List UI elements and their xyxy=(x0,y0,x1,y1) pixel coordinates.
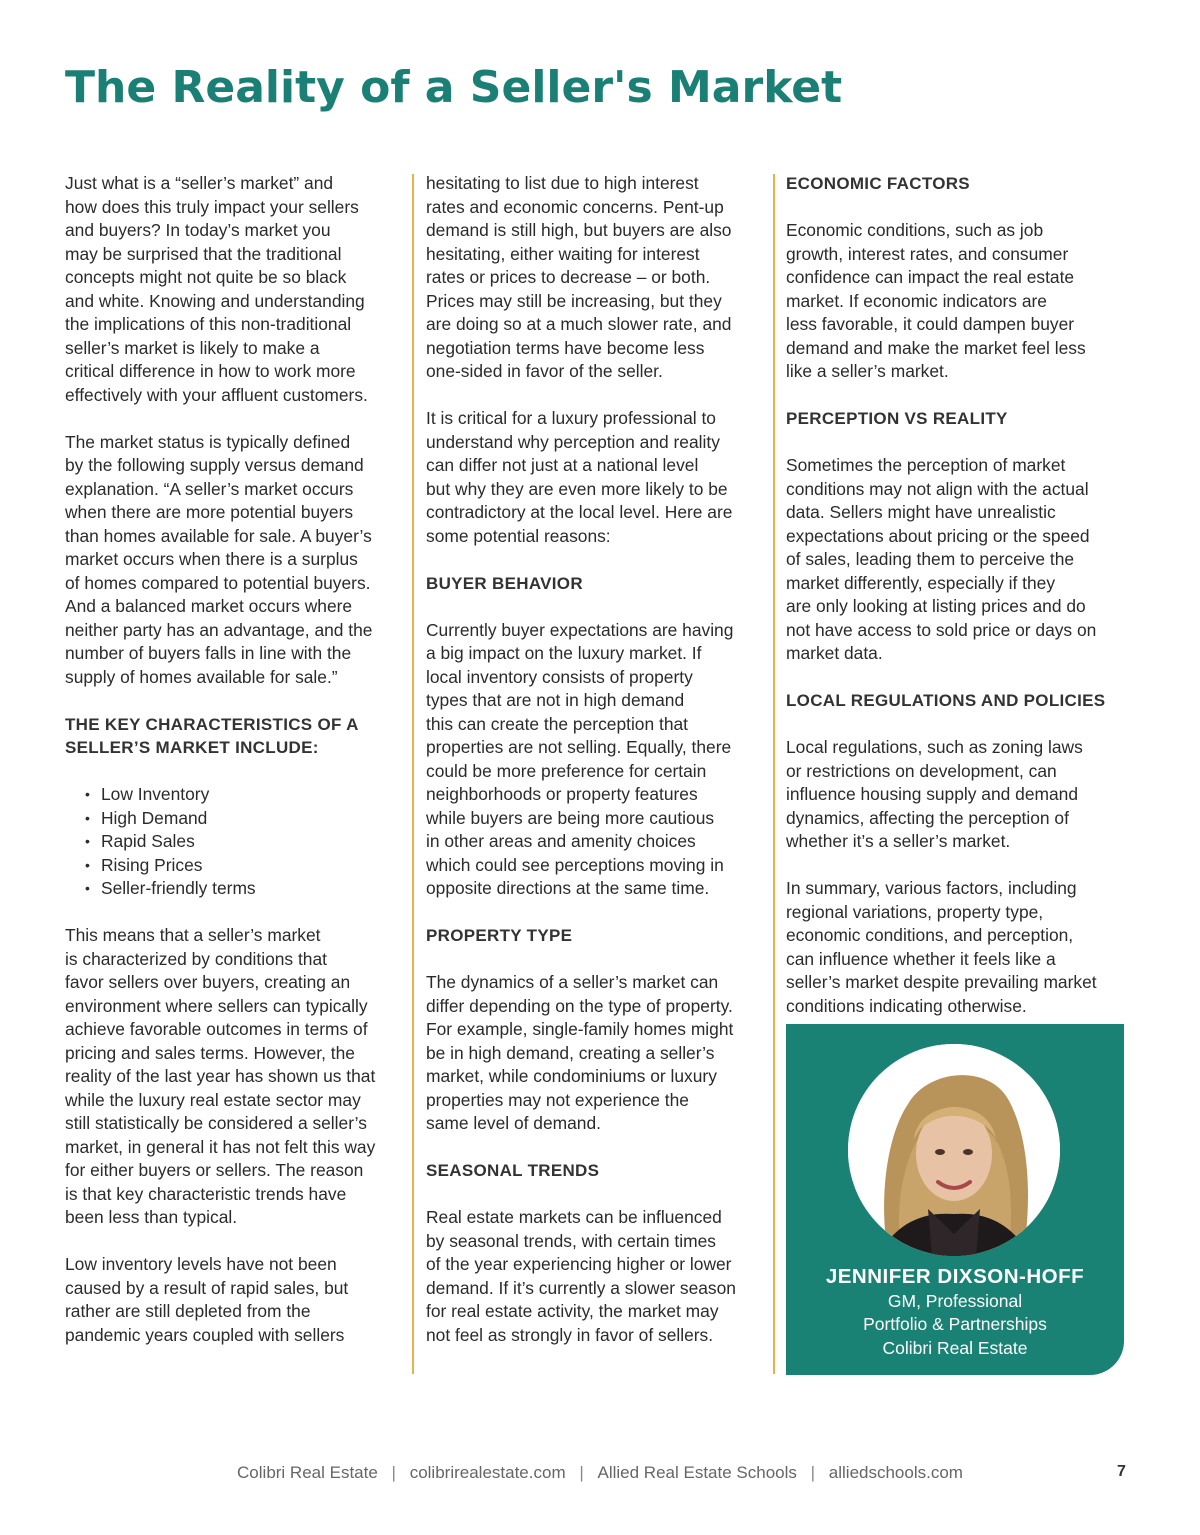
economic-factors-heading: ECONOMIC FACTORS xyxy=(786,174,970,193)
column-2 xyxy=(426,172,771,1371)
footer-item: Colibri Real Estate xyxy=(237,1463,378,1482)
footer xyxy=(0,1463,1200,1483)
page-title: The Reality of a Seller's Market xyxy=(65,62,843,113)
column-divider xyxy=(773,174,775,1374)
body-paragraph: Economic conditions, such as job growth, interest rates, and consumer confidence can impact the real estate market. If economic indicators are less favorable, it could dampen buyer demand and make the market feel less like a seller’s market. xyxy=(786,220,1086,381)
list-item: • Seller-friendly terms xyxy=(101,877,405,901)
body-paragraph: Low inventory levels have not been caused by a result of rapid sales, but rather are still depleted from the pandemic years coupled with sellers xyxy=(65,1254,349,1345)
body-paragraph: Currently buyer expectations are having a big impact on the luxury market. If local inventory consists of property types that are not in high demand this can create the perception that properties are not selling. Equally, there could be more preference for certain neighborhoods or property features while buyers are being more cautious in other areas and amenity choices which could see perceptions moving in opposite directions at the same time. xyxy=(426,619,734,898)
author-company: Colibri Real Estate xyxy=(882,1338,1028,1358)
market-definition-paragraph: The market status is typically defined by the following supply versus demand explanation. “A seller’s market occurs when there are more potential buyers than homes available for sale. A buyer’s market occurs when there is a surplus of homes compared to potential buyers. And a balanced market occurs where neither party has an advantage, and the number of buyers falls in line with the supply of homes available for sale.” xyxy=(65,431,373,687)
list-item: • High Demand xyxy=(101,807,405,831)
page-number: 7 xyxy=(1117,1463,1126,1480)
seasonal-trends-heading: SEASONAL TRENDS xyxy=(426,1161,600,1180)
author-name: JENNIFER DIXSON-HOFF xyxy=(825,1265,1085,1288)
buyer-behavior-heading: BUYER BEHAVIOR xyxy=(426,573,583,593)
list-item: • Rapid Sales xyxy=(101,830,405,854)
author-card xyxy=(786,1024,1124,1375)
regulations-heading: LOCAL REGULATIONS AND POLICIES xyxy=(786,691,1106,710)
author-photo xyxy=(848,1044,1060,1256)
property-type-heading: PROPERTY TYPE xyxy=(426,926,573,945)
column-divider xyxy=(412,174,414,1374)
characteristics-list xyxy=(65,783,405,901)
body-paragraph: It is critical for a luxury professional to understand why perception and reality can differ not just at a national level but why they are even more likely to be contradictory at the local level. Here are some potential reasons: xyxy=(426,408,733,546)
body-paragraph: Sometimes the perception of market conditions may not align with the actual data. Sellers might have unrealistic expectations about pricing or the speed of sales, leading them to perceive the market differently, especially if they are only looking at listing prices and do not have access to sold price or days on market data. xyxy=(786,455,1097,663)
footer-item: Allied Real Estate Schools xyxy=(597,1463,797,1482)
body-paragraph: Real estate markets can be influenced by seasonal trends, with certain times of the year experiencing higher or lower demand. If it’s currently a slower season for real estate activity, the market may not feel as strongly in favor of sellers. xyxy=(426,1207,736,1345)
body-paragraph: The dynamics of a seller’s market can differ depending on the type of property. For example, single-family homes might be in high demand, creating a seller’s market, while condominiums or luxury properties may not experience the same level of demand. xyxy=(426,972,734,1133)
footer-separator: | xyxy=(810,1463,816,1482)
intro-paragraph: Just what is a “seller’s market” and how does this truly impact your sellers and buyers? In today’s market you may be surprised that the traditional concepts might not quite be so black and white. Knowing and understanding the implications of this non-traditional seller’s market is likely to make a critical difference in how to work more effectively with your affluent customers. xyxy=(65,173,368,405)
list-item: • Rising Prices xyxy=(101,854,405,878)
perception-heading: PERCEPTION VS REALITY xyxy=(786,409,1008,428)
footer-link[interactable]: alliedschools.com xyxy=(828,1463,963,1482)
author-portrait-illustration xyxy=(848,1044,1060,1256)
list-item: • Low Inventory xyxy=(101,783,405,807)
body-paragraph: Local regulations, such as zoning laws or restrictions on development, can influence housing supply and demand dynamics, affecting the perception of whether it’s a seller’s market. xyxy=(786,737,1083,851)
footer-link[interactable]: colibrirealestate.com xyxy=(409,1463,566,1482)
footer-separator: | xyxy=(391,1463,396,1482)
footer-separator: | xyxy=(579,1463,584,1482)
characteristics-heading: THE KEY CHARACTERISTICS OF A SELLER’S MARKET INCLUDE: xyxy=(65,714,359,757)
author-title: Portfolio & Partnerships xyxy=(863,1314,1047,1334)
body-paragraph: hesitating to list due to high interest rates and economic concerns. Pent-up demand is still high, but buyers are also hesitating, either waiting for interest rates or prices to decrease – or both. Prices may still be increasing, but they are doing so at a much slower rate, and negotiation terms have become less one-sided in favor of the seller. xyxy=(426,173,732,381)
column-1 xyxy=(65,172,405,1371)
body-paragraph: This means that a seller’s market is characterized by conditions that favor sellers over buyers, creating an environment where sellers can typically achieve favorable outcomes in terms of pricing and sales terms. However, the reality of the last year has shown us that while the luxury real estate sector may still statistically be considered a seller’s market, in general it has not felt this way for either buyers or sellers. The reason is that key characteristic trends have been less than typical. xyxy=(65,925,376,1227)
column-3 xyxy=(786,172,1131,1042)
summary-paragraph: In summary, various factors, including regional variations, property type, economic conditions, and perception, can influence whether it feels like a seller’s market despite prevailing market conditions indicating otherwise. xyxy=(786,878,1097,1016)
author-title: GM, Professional xyxy=(887,1291,1023,1311)
